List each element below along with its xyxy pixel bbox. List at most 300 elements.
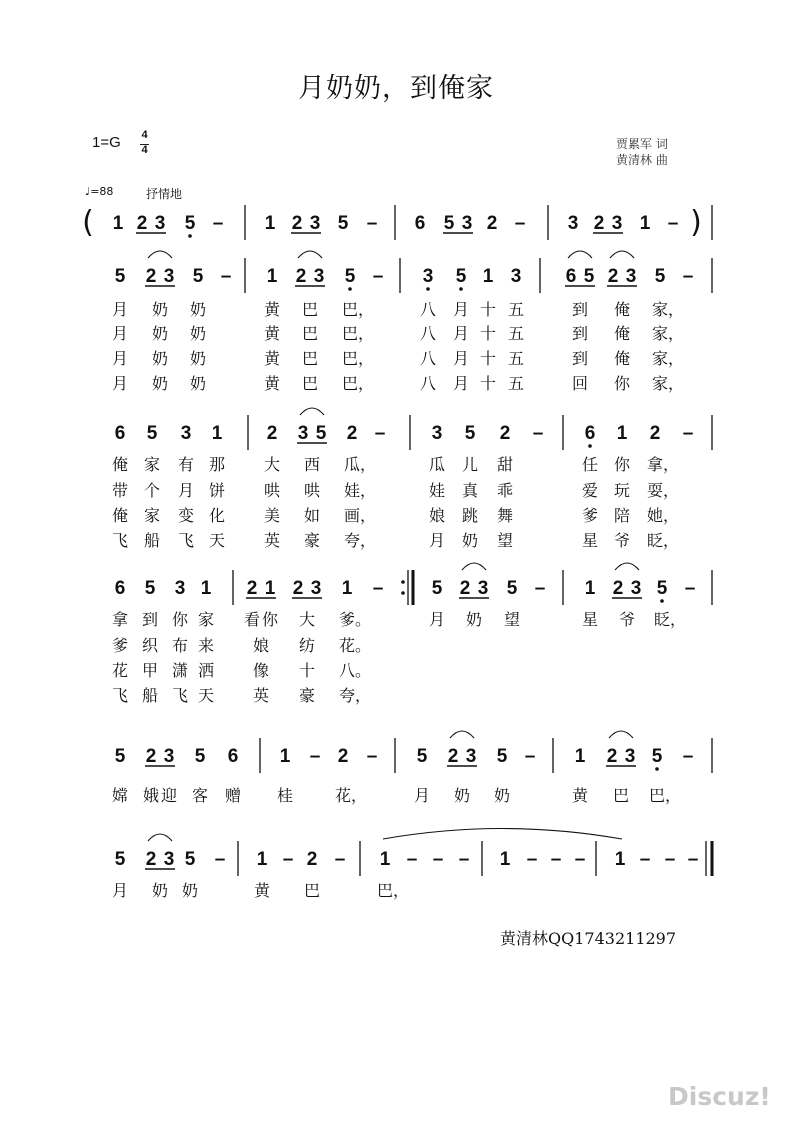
lyric-syllable: 拿， [647, 455, 680, 474]
note: 2 [459, 578, 471, 599]
lyric-syllable: 奶 [466, 610, 483, 629]
note: 3 [477, 578, 489, 599]
lyric-syllable: 你 [614, 455, 631, 474]
sustain-dash: – [524, 746, 536, 767]
note: 3 [461, 213, 473, 234]
sustain-dash: – [550, 849, 562, 870]
lyric-syllable: 奶 [190, 349, 207, 368]
lyric-syllable: 家， [652, 374, 685, 393]
slur [609, 731, 633, 738]
lyric-syllable: 夸， [339, 686, 372, 705]
composer-credit: 黄清林 曲 [616, 153, 668, 167]
note: 5 [114, 849, 126, 870]
note: 2 [292, 578, 304, 599]
note: 5 [651, 746, 663, 767]
note: 3 [313, 266, 325, 287]
octave-dot-below [660, 599, 664, 603]
lyric-syllable: 花 [112, 661, 129, 680]
lyric-syllable: 飞 [112, 686, 129, 705]
lyric-syllable: 十 [480, 374, 497, 393]
slur [450, 731, 474, 738]
lyric-syllable: 望 [504, 610, 521, 629]
lyric-syllable: 飞 [172, 686, 189, 705]
footer-contact: 黄清林QQ1743211297 [500, 929, 677, 948]
note: 5 [416, 746, 428, 767]
lyric-syllable: 俺 [112, 455, 129, 474]
note: 3 [297, 423, 309, 444]
sustain-dash: – [514, 213, 526, 234]
note: 1 [584, 578, 596, 599]
note: 6 [114, 578, 126, 599]
note: 2 [145, 266, 157, 287]
sustain-dash: – [406, 849, 418, 870]
sustain-dash: – [282, 849, 294, 870]
lyric-syllable: 俺 [614, 349, 631, 368]
lyric-syllable: 大 [264, 455, 281, 474]
sustain-dash: – [212, 213, 224, 234]
note: 5 [443, 213, 455, 234]
lyric-syllable: 像 [253, 661, 270, 680]
note: 3 [567, 213, 579, 234]
lyric-syllable: 十 [299, 661, 316, 680]
octave-dot-below [188, 234, 192, 238]
lyricist-credit: 贾累军 词 [616, 137, 668, 151]
lyric-syllable: 巴 [304, 881, 321, 900]
lyric-syllable: 黄 [264, 374, 281, 393]
lyric-syllable: 乖 [497, 481, 514, 500]
lyric-syllable: 飞 [178, 531, 195, 550]
lyric-syllable: 布 [172, 636, 189, 655]
lyric-syllable: 家， [652, 300, 685, 319]
lyric-syllable: 来 [198, 636, 215, 655]
lyric-syllable: 星 [582, 610, 599, 629]
octave-dot-below [459, 287, 463, 291]
lyric-syllable: 天 [209, 531, 226, 550]
sustain-dash: – [372, 266, 384, 287]
note: 5 [464, 423, 476, 444]
slur [568, 251, 592, 258]
lyric-syllable: 到 [572, 349, 589, 368]
lyric-syllable: 奶 [190, 300, 207, 319]
lyric-syllable: 家， [652, 349, 685, 368]
lyric-syllable: 奶 [152, 300, 169, 319]
note: 2 [486, 213, 498, 234]
lyric-syllable: 哄 [264, 481, 281, 500]
lyric-syllable: 月 [112, 349, 129, 368]
lyric-syllable: 巴 [613, 786, 630, 805]
note: 5 [144, 578, 156, 599]
lyric-syllable: 五 [508, 324, 525, 343]
lyric-syllable: 奶 [152, 349, 169, 368]
lyric-syllable: 月 [112, 300, 129, 319]
lyric-syllable: 眨， [647, 531, 680, 550]
lyric-syllable: 甲 [142, 661, 159, 680]
sustain-dash: – [220, 266, 232, 287]
sustain-dash: – [682, 423, 694, 444]
lyric-syllable: 织 [142, 636, 159, 655]
lyric-syllable: 巴 [302, 374, 319, 393]
note: 1 [279, 746, 291, 767]
note: 5 [583, 266, 595, 287]
sustain-dash: – [682, 746, 694, 767]
note: 5 [506, 578, 518, 599]
note: 5 [315, 423, 327, 444]
lyric-syllable: 陪 [614, 506, 631, 525]
lyric-syllable: 如 [304, 506, 321, 525]
lyric-syllable: 你 [262, 610, 279, 629]
lyric-syllable: 巴， [342, 324, 375, 343]
bracket-close: ) [690, 205, 702, 240]
lyric-syllable: 爹 [112, 636, 129, 655]
lyric-syllable: 巴， [342, 300, 375, 319]
note: 2 [145, 746, 157, 767]
lyric-syllable: 夸， [344, 531, 377, 550]
lyric-syllable: 娘 [429, 506, 446, 525]
lyric-syllable: 娃， [344, 481, 377, 500]
note: 3 [624, 746, 636, 767]
lyric-syllable: 桂 [277, 786, 294, 805]
note: 2 [337, 746, 349, 767]
tempo-mark: ♩=88 [85, 185, 114, 198]
note: 5 [431, 578, 443, 599]
lyric-syllable: 你 [614, 374, 631, 393]
lyric-syllable: 爷 [614, 531, 631, 550]
lyric-syllable: 到 [572, 324, 589, 343]
lyric-syllable: 五 [508, 300, 525, 319]
note: 6 [114, 423, 126, 444]
lyric-syllable: 英 [253, 686, 270, 705]
lyric-syllable: 月 [453, 374, 470, 393]
note: 5 [184, 849, 196, 870]
watermark: Discuz! [668, 1082, 771, 1111]
note: 3 [611, 213, 623, 234]
lyric-syllable: 奶 [152, 324, 169, 343]
lyric-syllable: 哄 [304, 481, 321, 500]
octave-dot-below [348, 287, 352, 291]
lyric-syllable: 俺 [614, 324, 631, 343]
lyric-syllable: 变 [178, 506, 195, 525]
note: 3 [510, 266, 522, 287]
note: 6 [414, 213, 426, 234]
lyric-syllable: 五 [508, 349, 525, 368]
slur [300, 408, 324, 415]
sustain-dash: – [682, 266, 694, 287]
note: 2 [266, 423, 278, 444]
sustain-dash: – [458, 849, 470, 870]
lyric-syllable: 爱 [582, 481, 599, 500]
note: 6 [584, 423, 596, 444]
lyric-syllable: 家， [652, 324, 685, 343]
lyric-syllable: 瓜， [344, 455, 377, 474]
lyric-syllable: 潇 [172, 661, 189, 680]
lyric-syllable: 娃 [429, 481, 446, 500]
octave-dot-below [426, 287, 430, 291]
note: 2 [447, 746, 459, 767]
lyric-syllable: 饼 [209, 481, 226, 500]
lyric-syllable: 奶 [152, 374, 169, 393]
lyric-syllable: 化 [209, 506, 226, 525]
note: 3 [625, 266, 637, 287]
note: 5 [656, 578, 668, 599]
sustain-dash: – [372, 578, 384, 599]
sustain-dash: – [214, 849, 226, 870]
lyric-syllable: 巴， [649, 786, 682, 805]
note: 5 [654, 266, 666, 287]
note: 2 [593, 213, 605, 234]
note: 2 [306, 849, 318, 870]
lyric-syllable: 看 [244, 610, 261, 629]
lyric-syllable: 八 [420, 374, 437, 393]
note: 3 [465, 746, 477, 767]
lyric-syllable: 带 [112, 481, 129, 500]
note: 1 [379, 849, 391, 870]
note: 1 [482, 266, 494, 287]
note: 1 [112, 213, 124, 234]
slur [462, 563, 486, 570]
note: 5 [194, 746, 206, 767]
note: 6 [227, 746, 239, 767]
lyric-syllable: 你 [172, 610, 189, 629]
note: 1 [211, 423, 223, 444]
note: 3 [163, 746, 175, 767]
lyric-syllable: 八。 [339, 661, 372, 680]
lyric-syllable: 十 [480, 324, 497, 343]
sustain-dash: – [366, 213, 378, 234]
note: 5 [114, 266, 126, 287]
lyric-syllable: 八 [420, 300, 437, 319]
lyric-syllable: 月 [453, 300, 470, 319]
lyric-syllable: 儿 [462, 455, 479, 474]
lyric-syllable: 嫦 [112, 786, 129, 805]
slur [298, 251, 322, 258]
lyric-syllable: 月 [414, 786, 431, 805]
sustain-dash: – [639, 849, 651, 870]
note: 5 [496, 746, 508, 767]
lyric-syllable: 爹。 [339, 610, 372, 629]
lyric-syllable: 回 [572, 374, 589, 393]
note: 3 [174, 578, 186, 599]
lyric-syllable: 画， [344, 506, 377, 525]
sustain-dash: – [532, 423, 544, 444]
note: 2 [246, 578, 258, 599]
lyric-syllable: 奶 [454, 786, 471, 805]
lyric-syllable: 巴 [302, 324, 319, 343]
note: 5 [114, 746, 126, 767]
lyric-syllable: 家 [144, 506, 161, 525]
lyric-syllable: 黄 [254, 881, 271, 900]
slur [148, 251, 172, 258]
repeat-dot [401, 580, 405, 584]
lyric-syllable: 大 [299, 610, 316, 629]
note: 3 [154, 213, 166, 234]
lyric-syllable: 豪 [304, 531, 321, 550]
lyric-syllable: 月 [453, 349, 470, 368]
lyric-syllable: 望 [497, 531, 514, 550]
lyric-syllable: 星 [582, 531, 599, 550]
lyric-syllable: 舞 [497, 506, 514, 525]
note: 3 [310, 578, 322, 599]
lyric-syllable: 她， [647, 506, 680, 525]
lyric-syllable: 英 [264, 531, 281, 550]
lyric-syllable: 奶 [190, 374, 207, 393]
lyric-syllable: 月 [112, 324, 129, 343]
note: 1 [614, 849, 626, 870]
note: 5 [146, 423, 158, 444]
lyric-syllable: 甜 [497, 455, 514, 474]
note: 2 [606, 746, 618, 767]
lyric-syllable: 到 [572, 300, 589, 319]
lyric-syllable: 八 [420, 324, 437, 343]
slur [148, 834, 172, 841]
sustain-dash: – [366, 746, 378, 767]
note: 2 [649, 423, 661, 444]
note: 5 [344, 266, 356, 287]
note: 1 [264, 213, 276, 234]
note: 5 [455, 266, 467, 287]
lyric-syllable: 奶 [152, 881, 169, 900]
note: 2 [136, 213, 148, 234]
lyric-syllable: 迎 [161, 786, 178, 805]
note: 5 [192, 266, 204, 287]
lyric-syllable: 那 [209, 455, 226, 474]
lyric-syllable: 洒 [198, 661, 215, 680]
note: 2 [612, 578, 624, 599]
lyric-syllable: 船 [142, 686, 159, 705]
sustain-dash: – [309, 746, 321, 767]
lyric-syllable: 玩 [614, 481, 631, 500]
lyric-syllable: 黄 [572, 786, 589, 805]
lyric-syllable: 奶 [462, 531, 479, 550]
lyric-syllable: 天 [198, 686, 215, 705]
lyric-syllable: 奶 [182, 881, 199, 900]
lyric-syllable: 家 [198, 610, 215, 629]
time-signature-bottom: 4 [141, 144, 148, 156]
sustain-dash: – [432, 849, 444, 870]
lyric-syllable: 巴， [342, 374, 375, 393]
note: 3 [163, 266, 175, 287]
lyric-syllable: 拿 [112, 610, 129, 629]
sustain-dash: – [534, 578, 546, 599]
sustain-dash: – [526, 849, 538, 870]
note: 3 [309, 213, 321, 234]
note: 1 [616, 423, 628, 444]
lyric-syllable: 眨， [654, 610, 687, 629]
lyric-syllable: 耍， [647, 481, 680, 500]
lyric-syllable: 月 [112, 374, 129, 393]
lyric-syllable: 西 [304, 455, 321, 474]
note: 3 [180, 423, 192, 444]
lyric-syllable: 奶 [190, 324, 207, 343]
lyric-syllable: 月 [429, 610, 446, 629]
lyric-syllable: 到 [142, 610, 159, 629]
lyric-syllable: 花。 [339, 636, 372, 655]
note: 5 [337, 213, 349, 234]
lyric-syllable: 任 [582, 455, 599, 474]
note: 1 [266, 266, 278, 287]
octave-dot-below [588, 444, 592, 448]
lyric-syllable: 船 [144, 531, 161, 550]
lyric-syllable: 奶 [494, 786, 511, 805]
lyric-syllable: 黄 [264, 324, 281, 343]
lyric-syllable: 月 [453, 324, 470, 343]
expression-mark: 抒情地 [146, 187, 183, 201]
lyric-syllable: 俺 [614, 300, 631, 319]
sustain-dash: – [667, 213, 679, 234]
note: 3 [422, 266, 434, 287]
note: 2 [145, 849, 157, 870]
lyric-syllable: 巴， [342, 349, 375, 368]
lyric-syllable: 月 [112, 881, 129, 900]
sustain-dash: – [687, 849, 699, 870]
lyric-syllable: 月 [429, 531, 446, 550]
lyric-syllable: 个 [144, 481, 161, 500]
lyric-syllable: 飞 [112, 531, 129, 550]
lyric-syllable: 月 [178, 481, 195, 500]
note: 1 [341, 578, 353, 599]
lyric-syllable: 俺 [112, 506, 129, 525]
note: 2 [499, 423, 511, 444]
key-signature: 1=G [92, 134, 121, 151]
note: 3 [431, 423, 443, 444]
note: 1 [499, 849, 511, 870]
lyric-syllable: 美 [264, 506, 281, 525]
octave-dot-below [655, 767, 659, 771]
slur [615, 563, 639, 570]
lyric-syllable: 八 [420, 349, 437, 368]
sustain-dash: – [664, 849, 676, 870]
note: 1 [639, 213, 651, 234]
lyric-syllable: 瓜 [429, 455, 446, 474]
slur [610, 251, 634, 258]
sustain-dash: – [374, 423, 386, 444]
sustain-dash: – [334, 849, 346, 870]
lyric-syllable: 跳 [462, 506, 479, 525]
lyric-syllable: 家 [144, 455, 161, 474]
lyric-syllable: 真 [462, 481, 479, 500]
note: 2 [291, 213, 303, 234]
lyric-syllable: 客 [192, 786, 209, 805]
lyric-syllable: 爷 [619, 610, 636, 629]
time-signature-top: 4 [141, 129, 148, 141]
lyric-syllable: 黄 [264, 300, 281, 319]
lyric-syllable: 巴 [302, 349, 319, 368]
tie [383, 829, 622, 840]
note: 3 [163, 849, 175, 870]
note: 2 [607, 266, 619, 287]
lyric-syllable: 十 [480, 300, 497, 319]
note: 1 [574, 746, 586, 767]
sustain-dash: – [684, 578, 696, 599]
lyric-syllable: 娘 [253, 636, 270, 655]
lyric-syllable: 黄 [264, 349, 281, 368]
note: 1 [256, 849, 268, 870]
lyric-syllable: 纺 [299, 636, 316, 655]
repeat-dot [401, 591, 405, 595]
note: 6 [565, 266, 577, 287]
note: 1 [200, 578, 212, 599]
lyric-syllable: 有 [178, 455, 195, 474]
note: 2 [295, 266, 307, 287]
lyric-syllable: 娥 [143, 786, 160, 805]
lyric-syllable: 五 [508, 374, 525, 393]
lyric-syllable: 十 [480, 349, 497, 368]
lyric-syllable: 爹 [582, 506, 599, 525]
sustain-dash: – [574, 849, 586, 870]
score-title: 月奶奶，到俺家 [298, 73, 494, 104]
bracket-open: ( [82, 205, 94, 240]
note: 3 [630, 578, 642, 599]
note: 1 [264, 578, 276, 599]
